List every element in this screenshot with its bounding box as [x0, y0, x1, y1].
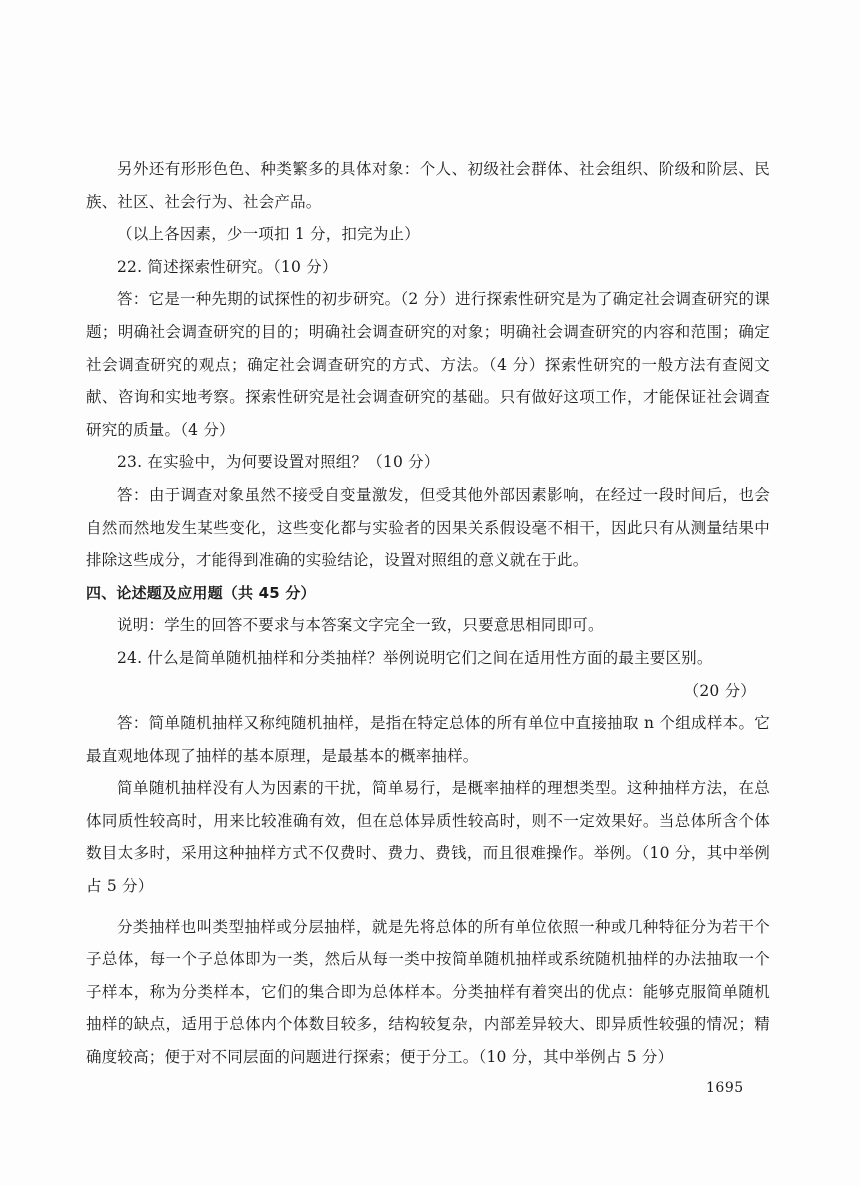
page-number: 1695	[706, 1080, 744, 1096]
question-23: 23. 在实验中，为何要设置对照组？（10 分）	[117, 453, 440, 472]
question-24-score: （20 分）	[683, 681, 756, 700]
question-24: 24. 什么是简单随机抽样和分类抽样？举例说明它们之间在适用性方面的最主要区别。	[117, 648, 713, 667]
paragraph-research-objects: 另外还有形形色色、种类繁多的具体对象：个人、初级社会群体、社会组织、阶级和阶层、民族、社区、社会行为、社会产品。	[86, 160, 770, 211]
scoring-note: （以上各因素，少一项扣 1 分，扣完为止）	[117, 225, 420, 244]
answer-22: 答：它是一种先期的试探性的初步研究。（2 分）进行探索性研究是为了确定社会调查研究的课题；明确社会调查研究的目的；明确社会调查研究的对象；明确社会调查研究的内容和范围；确定社会调查研究的观点；确定社会调查研究的方式、方法。（4 分）探索性研究的一般方法有查阅文献、咨询和实地考察。探索性研究是社会调查研究的基础。只有做好这项工作，才能保证社会调查研究的质量。（4 分）	[86, 290, 770, 439]
answer-24-definition: 答：简单随机抽样又称纯随机抽样，是指在特定总体的所有单位中直接抽取 n 个组成样本。它最直观地体现了抽样的基本原理，是最基本的概率抽样。	[86, 714, 770, 765]
answer-24-stratified: 分类抽样也叫类型抽样或分层抽样，就是先将总体的所有单位依照一种或几种特征分为若干个子总体，每一个子总体即为一类，然后从每一类中按简单随机抽样或系统随机抽样的办法抽取一个子样本，称为分类样本，它们的集合即为总体样本。分类抽样有着突出的优点：能够克服简单随机抽样的缺点，适用于总体内个体数目较多，结构较复杂，内部差异较大、即异质性较强的情况；精确度较高；便于对不同层面的问题进行探索；便于分工。（10 分，其中举例占 5 分）	[86, 917, 770, 1067]
answer-instructions: 说明：学生的回答不要求与本答案文字完全一致，只要意思相同即可。	[117, 616, 604, 635]
answer-24-simple-random: 简单随机抽样没有人为因素的干扰，简单易行，是概率抽样的理想类型。这种抽样方法，在总体同质性较高时，用来比较准确有效，但在总体异质性较高时，则不一定效果好。当总体所含个体数目太多时，采用这种抽样方式不仅费时、费力、费钱，而且很难操作。举例。（10 分，其中举例占 5 分）	[86, 779, 770, 896]
document-body	[86, 153, 770, 1074]
section-heading-essay: 四、论述题及应用题（共 45 分）	[86, 583, 316, 602]
answer-23: 答：由于调查对象虽然不接受自变量激发，但受其他外部因素影响，在经过一段时间后，也会自然而然地发生某些变化，这些变化都与实验者的因果关系假设毫不相干，因此只有从测量结果中排除这些成分，才能得到准确的实验结论，设置对照组的意义就在于此。	[86, 485, 770, 570]
question-22: 22. 简述探索性研究。（10 分）	[117, 257, 338, 276]
